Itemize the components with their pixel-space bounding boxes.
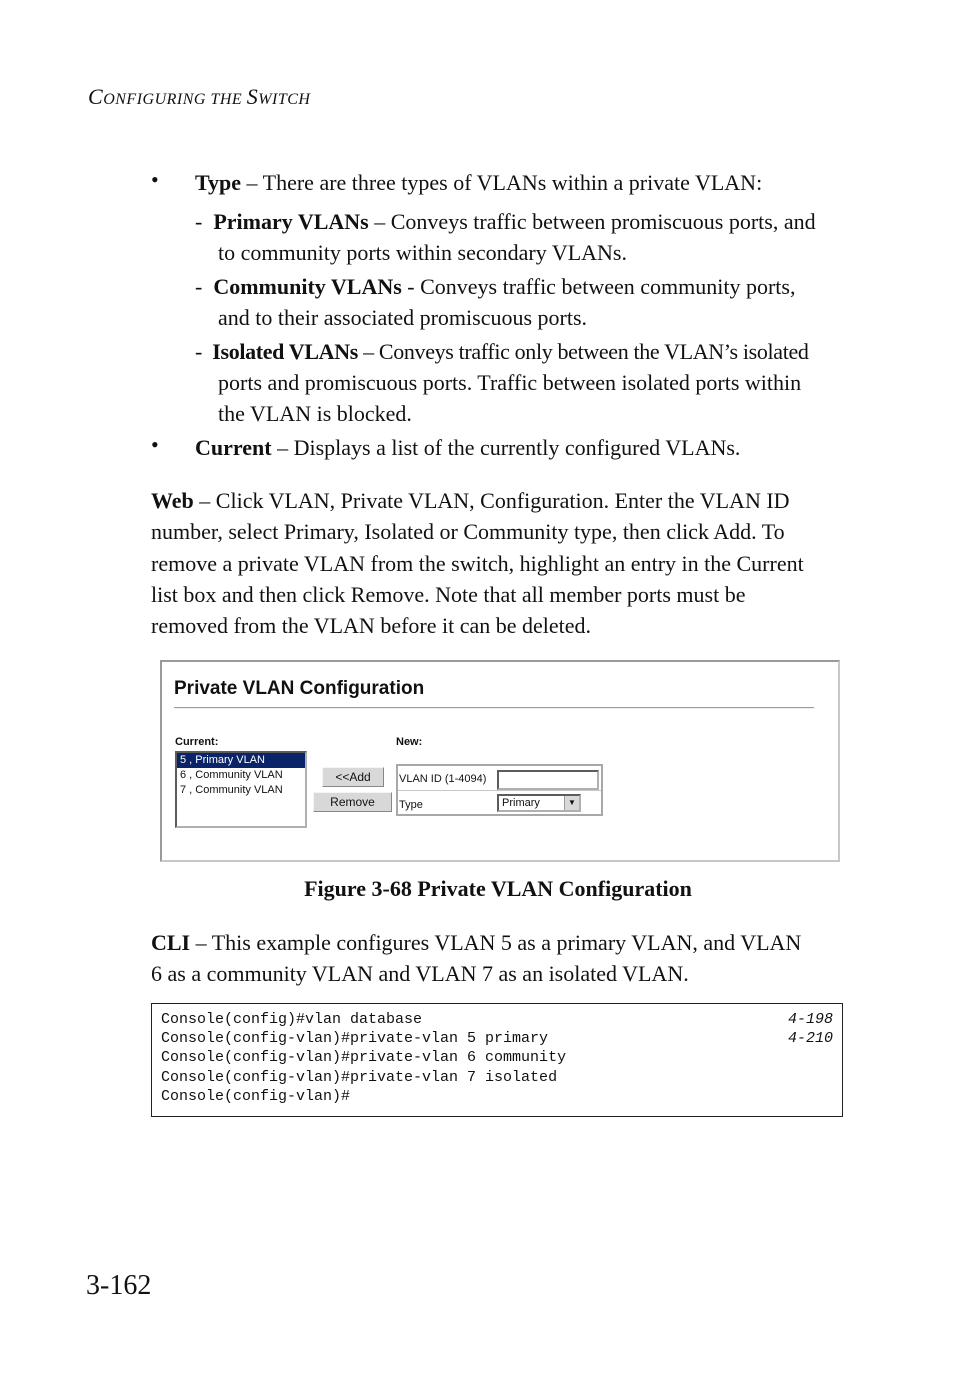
subitem-text: – Conveys traffic only between the VLAN’s isolated	[357, 339, 809, 364]
para-text: – This example configures VLAN 5 as a primary VLAN, and VLAN	[190, 930, 802, 955]
bullet-type	[195, 167, 762, 198]
subitem-text: - Conveys traffic between community ports,	[401, 274, 796, 299]
page-number: 3-162	[86, 1270, 152, 1301]
bullet-text: – Displays a list of the currently configured VLANs.	[271, 435, 741, 460]
type-select[interactable]	[497, 794, 581, 812]
chevron-down-icon[interactable]: ▼	[564, 796, 579, 810]
header-initial: S	[246, 84, 259, 109]
panel-title: Private VLAN Configuration	[174, 678, 425, 699]
remove-button[interactable]: Remove	[313, 792, 392, 812]
cli-code-block	[151, 1003, 843, 1117]
para-text: remove a private VLAN from the switch, highlight an entry in the Current	[151, 550, 804, 576]
code-reference: 4-198	[787, 1011, 833, 1028]
header-text: WITCH	[258, 91, 311, 108]
type-select-value: Primary	[502, 797, 540, 809]
new-label: New:	[396, 736, 423, 748]
code-line: Console(config-vlan)#	[161, 1088, 351, 1105]
subitem-text: – Conveys traffic between promiscuous ports, and	[368, 209, 816, 234]
list-item[interactable]: 6 , Community VLAN	[180, 769, 283, 781]
vlan-id-label: VLAN ID (1-4094)	[399, 773, 487, 785]
bullet-marker: •	[151, 432, 159, 457]
header-text: ONFIGURING THE	[103, 91, 247, 108]
para-text: number, select Primary, Isolated or Community type, then click Add. To	[151, 519, 785, 545]
header-initial: C	[88, 84, 104, 109]
code-line: Console(config-vlan)#private-vlan 5 primary	[161, 1030, 549, 1047]
para-text: list box and then click Remove. Note that all member ports must be	[151, 581, 746, 607]
web-paragraph	[151, 485, 851, 641]
subitem-community	[195, 271, 795, 302]
para-text: 6 as a community VLAN and VLAN 7 as an isolated VLAN.	[151, 961, 689, 987]
code-reference: 4-210	[787, 1030, 833, 1047]
dash: -	[195, 339, 202, 364]
list-item[interactable]: 7 , Community VLAN	[180, 784, 283, 796]
current-vlan-listbox[interactable]	[175, 751, 307, 828]
code-line: Console(config-vlan)#private-vlan 6 community	[161, 1049, 567, 1066]
subitem-term: Community VLANs	[213, 274, 402, 299]
para-text: – Click VLAN, Private VLAN, Configuration. Enter the VLAN ID	[193, 488, 790, 513]
list-item[interactable]: 5 , Primary VLAN	[177, 753, 305, 768]
vlan-id-input[interactable]	[497, 770, 599, 790]
subitem-isolated	[195, 336, 809, 367]
current-label: Current:	[175, 736, 219, 748]
para-text: removed from the VLAN before it can be deleted.	[151, 613, 592, 639]
subitem-term: Primary VLANs	[213, 209, 369, 234]
dash: -	[195, 209, 203, 234]
para-term: Web	[151, 488, 194, 513]
bullet-marker: •	[151, 167, 159, 192]
bullet-current	[195, 432, 740, 463]
subitem-text: and to their associated promiscuous ports.	[218, 305, 588, 330]
row-divider	[398, 790, 601, 791]
bullet-term: Type	[195, 170, 242, 195]
bullet-term: Current	[195, 435, 272, 460]
subitem-text: to community ports within secondary VLANs.	[218, 240, 627, 265]
figure-caption: Figure 3-68 Private VLAN Configuration	[304, 876, 692, 901]
subitem-text: ports and promiscuous ports. Traffic between isolated ports within	[218, 370, 802, 395]
para-term: CLI	[151, 930, 191, 955]
dash: -	[195, 274, 203, 299]
bullet-text: – There are three types of VLANs within a private VLAN:	[241, 170, 763, 195]
cli-paragraph	[151, 927, 851, 990]
subitem-term: Isolated VLANs	[212, 339, 358, 364]
title-divider	[174, 707, 814, 709]
subitem-text: the VLAN is blocked.	[218, 401, 412, 426]
private-vlan-config-panel	[160, 660, 840, 862]
code-line: Console(config)#vlan database	[161, 1011, 423, 1028]
code-line: Console(config-vlan)#private-vlan 7 isolated	[161, 1069, 558, 1086]
add-button[interactable]: <<Add	[322, 767, 384, 787]
subitem-primary	[195, 206, 816, 237]
type-label: Type	[399, 799, 423, 811]
running-header	[88, 84, 310, 110]
new-vlan-form	[396, 764, 603, 816]
